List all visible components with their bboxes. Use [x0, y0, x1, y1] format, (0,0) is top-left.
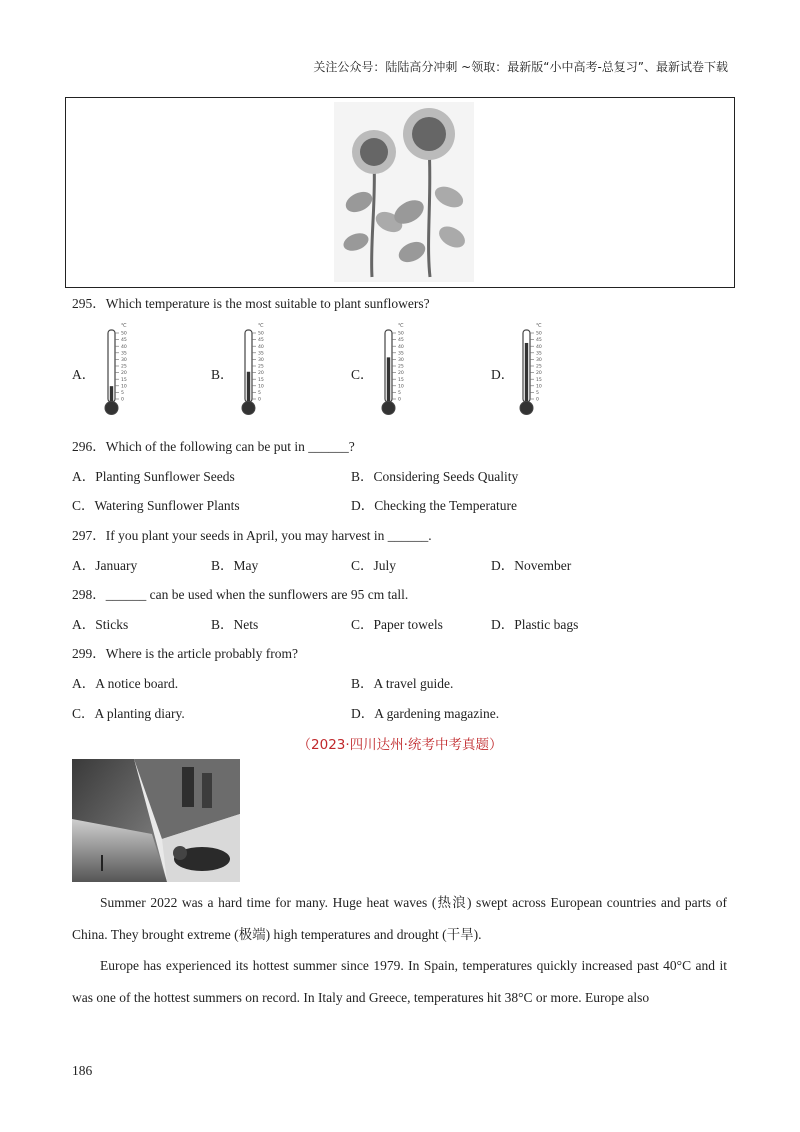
thermometer-tick-label: 30: [121, 358, 127, 363]
option-297-b: B．May: [211, 558, 259, 573]
thermometer-unit-label: ℃: [258, 323, 264, 329]
question-296: 296．Which of the following can be put in ______?: [72, 439, 355, 454]
option-296-b: B．Considering Seeds Quality: [351, 469, 519, 484]
option-298-c: C．Paper towels: [351, 617, 443, 632]
question-298: 298．______ can be used when the sunflowers are 95 cm tall.: [72, 587, 409, 602]
question-295: 295．Which temperature is the most suitable to plant sunflowers?: [72, 296, 430, 311]
thermometer-tick-label: 25: [398, 364, 404, 370]
thermometer-tick-label: 15: [536, 377, 542, 383]
thermometer-c: [377, 322, 411, 418]
thermometer-tick-label: 45: [398, 338, 404, 344]
option-295-b-label: B．: [211, 367, 234, 382]
option-299-d: D．A gardening magazine.: [351, 706, 500, 721]
passage-paragraph-2: Europe has experienced its hottest summer since 1979. In Spain, temperatures quickly increased past 40°C and it was one of the hottest summers on record. In Italy and Greece, temperatures hit 38°C or more. Europe also: [72, 958, 727, 1005]
thermometer-tick-label: 30: [398, 358, 404, 363]
option-298-d: D．Plastic bags: [491, 617, 579, 632]
thermometer-tick-label: 30: [258, 358, 264, 363]
option-299-c: C．A planting diary.: [72, 706, 185, 721]
thermometer-tick-label: 25: [536, 364, 542, 370]
option-298-a: A．Sticks: [72, 617, 129, 632]
thermometer-bulb: [382, 402, 395, 415]
thermometer-tick-label: 40: [121, 344, 127, 350]
question-299: 299．Where is the article probably from?: [72, 646, 299, 661]
thermometer-tick-label: 45: [121, 338, 127, 344]
thermometer-bulb: [520, 402, 533, 415]
passage-paragraph-1: Summer 2022 was a hard time for many. Huge heat waves (热浪) swept across European countries and parts of China. They brought extreme (极端) high temperatures and drought (干旱).: [72, 895, 727, 942]
thermometer-tick-label: 50: [121, 331, 127, 337]
thermometer-tick-label: 35: [258, 351, 264, 357]
thermometer-tick-label: 5: [121, 391, 124, 396]
thermometer-mercury: [247, 372, 250, 406]
sunflower-illustration: [334, 102, 474, 282]
thermometer-tick-label: 20: [398, 371, 404, 377]
thermometer-tick-label: 5: [398, 391, 401, 396]
option-295-c-label: C．: [351, 367, 374, 382]
thermometer-tick-label: 10: [398, 384, 404, 390]
thermometer-tick-label: 10: [121, 384, 127, 390]
thermometer-tick-label: 0: [398, 397, 401, 403]
thermometer-tick-label: 35: [536, 351, 542, 357]
option-296-c: C．Watering Sunflower Plants: [72, 498, 240, 513]
thermometer-tick-label: 45: [536, 338, 542, 344]
option-295-d-label: D．: [491, 367, 515, 382]
thermometer-tick-label: 0: [121, 397, 124, 403]
option-297-c: C．July: [351, 558, 397, 573]
sunflower-figure-box: [65, 97, 735, 288]
thermometer-tick-label: 30: [536, 358, 542, 363]
thermometer-mercury: [387, 357, 390, 406]
option-299-b: B．A travel guide.: [351, 676, 454, 691]
thermometer-tick-label: 5: [258, 391, 261, 396]
thermometer-tick-label: 15: [258, 377, 264, 383]
thermometer-tick-label: 35: [121, 351, 127, 357]
page-number: 186: [72, 1063, 93, 1078]
option-296-d: D．Checking the Temperature: [351, 498, 518, 513]
thermometer-tick-label: 15: [121, 377, 127, 383]
thermometer-tick-label: 10: [258, 384, 264, 390]
thermometer-tick-label: 25: [258, 364, 264, 370]
thermometer-tick-label: 45: [258, 338, 264, 344]
thermometer-b: [237, 322, 271, 418]
question-297: 297．If you plant your seeds in April, you may harvest in ______.: [72, 528, 432, 543]
thermometer-mercury: [525, 343, 528, 406]
thermometer-tick-label: 50: [536, 331, 542, 337]
option-296-a: A．Planting Sunflower Seeds: [72, 469, 235, 484]
thermometer-bulb: [105, 402, 118, 415]
thermometer-tick-label: 50: [258, 331, 264, 337]
thermometer-tick-label: 40: [398, 344, 404, 350]
option-297-d: D．November: [491, 558, 572, 573]
thermometer-tick-label: 0: [536, 397, 539, 403]
source-note: （2023·四川达州·统考中考真题）: [297, 737, 503, 753]
thermometer-bulb: [242, 402, 255, 415]
thermometer-tick-label: 20: [536, 371, 542, 377]
thermometer-d: [515, 322, 549, 418]
option-298-b: B．Nets: [211, 617, 259, 632]
thermometer-unit-label: ℃: [398, 323, 404, 329]
heatwave-photo-collage: [72, 759, 240, 882]
thermometer-tick-label: 20: [258, 371, 264, 377]
thermometer-unit-label: ℃: [121, 323, 127, 329]
thermometer-tick-label: 0: [258, 397, 261, 403]
page-header: 关注公众号：陆陆高分冲刺 ~领取：最新版“小中高考-总复习”、最新试卷下载: [313, 60, 728, 74]
thermometer-tick-label: 5: [536, 391, 539, 396]
thermometer-tick-label: 20: [121, 371, 127, 377]
option-297-a: A．January: [72, 558, 138, 573]
thermometer-tick-label: 40: [536, 344, 542, 350]
thermometer-tick-label: 35: [398, 351, 404, 357]
thermometer-tick-label: 50: [398, 331, 404, 337]
option-295-a-label: A．: [72, 367, 96, 382]
thermometer-a: [100, 322, 134, 418]
thermometer-tick-label: 10: [536, 384, 542, 390]
thermometer-unit-label: ℃: [536, 323, 542, 329]
option-299-a: A．A notice board.: [72, 676, 179, 691]
thermometer-tick-label: 15: [398, 377, 404, 383]
thermometer-tick-label: 25: [121, 364, 127, 370]
thermometer-tick-label: 40: [258, 344, 264, 350]
